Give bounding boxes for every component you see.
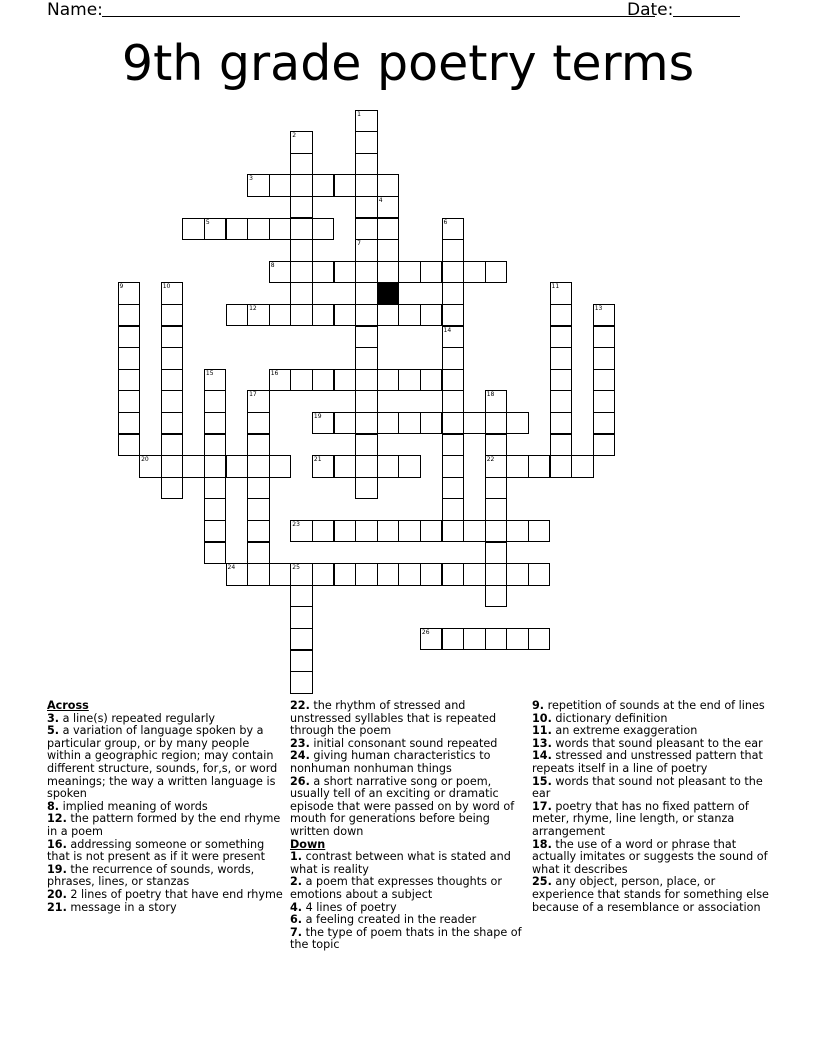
grid-cell[interactable]	[463, 563, 486, 586]
down-clue-number: 6.	[290, 913, 303, 927]
grid-cell[interactable]	[118, 326, 141, 349]
clue-number-13: 13	[594, 304, 603, 312]
grid-cell[interactable]	[269, 563, 292, 586]
clue-number-6: 6	[443, 218, 448, 226]
clue-number-2: 2	[292, 132, 297, 140]
grid-cell[interactable]	[290, 174, 313, 197]
grid-cell[interactable]	[290, 563, 313, 586]
down-clue-text: stressed and unstressed pattern that repeats itself in a line of poetry	[532, 749, 763, 775]
across-clue-text: the rhythm of stressed and unstressed syllables that is repeated through the poem	[290, 699, 497, 738]
grid-cell[interactable]	[269, 218, 292, 241]
down-clue-number: 1.	[290, 850, 303, 864]
grid-cell[interactable]	[118, 347, 141, 370]
page-title: 9th grade poetry terms	[121, 35, 695, 92]
grid-cell[interactable]	[161, 434, 184, 457]
grid-cell[interactable]	[485, 628, 508, 651]
grid-cell[interactable]	[442, 369, 465, 392]
clue-number-15: 15	[205, 369, 214, 377]
grid-cell[interactable]	[355, 326, 378, 349]
grid-cell[interactable]	[593, 326, 616, 349]
grid-cell[interactable]	[204, 520, 227, 543]
down-clue-text: a poem that expresses thoughts or emotions about a subject	[290, 875, 502, 901]
across-clue-number: 23.	[290, 736, 310, 750]
grid-cell[interactable]	[550, 369, 573, 392]
across-clue	[290, 776, 522, 839]
grid-cell[interactable]	[442, 347, 465, 370]
grid-cell[interactable]	[226, 563, 249, 586]
grid-cell[interactable]	[398, 304, 421, 327]
grid-cell[interactable]	[204, 477, 227, 500]
down-clue-text: the type of poem thats in the shape of the topic	[290, 925, 522, 952]
grid-cell[interactable]	[290, 239, 313, 262]
down-clue	[290, 851, 522, 876]
down-clue	[290, 876, 522, 901]
grid-cell[interactable]	[334, 261, 357, 284]
grid-cell[interactable]	[161, 326, 184, 349]
grid-cell[interactable]	[355, 434, 378, 457]
grid-cell[interactable]	[528, 455, 551, 478]
grid-cell[interactable]	[334, 304, 357, 327]
grid-cell[interactable]	[161, 412, 184, 435]
grid-cell[interactable]	[377, 174, 400, 197]
grid-cell[interactable]	[204, 390, 227, 413]
grid-cell[interactable]	[118, 282, 141, 305]
grid-cell[interactable]	[247, 563, 270, 586]
across-clue-number: 26.	[290, 774, 310, 788]
down-clue-text: an extreme exaggeration	[551, 724, 698, 738]
down-clue-number: 25.	[532, 875, 552, 889]
grid-cell[interactable]	[355, 304, 378, 327]
grid-cell[interactable]	[355, 369, 378, 392]
grid-cell[interactable]	[247, 218, 270, 241]
grid-cell[interactable]	[334, 412, 357, 435]
across-clue	[290, 750, 522, 775]
across-clue-number: 12.	[47, 812, 67, 826]
grid-cell[interactable]	[355, 412, 378, 435]
grid-cell[interactable]	[118, 434, 141, 457]
clue-number-22: 22	[486, 456, 495, 464]
grid-cell[interactable]	[593, 369, 616, 392]
down-clue-number: 4.	[290, 900, 303, 914]
grid-cell[interactable]	[226, 455, 249, 478]
clue-number-17: 17	[249, 391, 257, 399]
grid-cell[interactable]	[247, 434, 270, 457]
grid-cell[interactable]	[398, 369, 421, 392]
grid-cell[interactable]	[290, 261, 313, 284]
across-clue-number: 24.	[290, 749, 310, 763]
across-clue-text: a variation of language spoken by a particular group, or by many people within a geographic region; may contain different structure, sounds, for,s, or word meanings; the way a written language is spoken	[47, 724, 278, 801]
grid-cell[interactable]	[204, 218, 227, 241]
grid-cell[interactable]	[485, 520, 508, 543]
grid-cell[interactable]	[485, 261, 508, 284]
down-clue	[290, 927, 522, 952]
grid-cell[interactable]	[442, 282, 465, 305]
clue-number-11: 11	[551, 283, 560, 291]
grid-cell[interactable]	[334, 520, 357, 543]
grid-cell[interactable]	[593, 304, 616, 327]
grid-cell[interactable]	[506, 455, 529, 478]
grid-cell[interactable]	[312, 412, 335, 435]
grid-cell[interactable]	[377, 196, 400, 219]
grid-cell[interactable]	[269, 455, 292, 478]
grid-cell[interactable]	[355, 477, 378, 500]
grid-cell[interactable]	[290, 628, 313, 651]
grid-cell[interactable]	[334, 563, 357, 586]
down-clue	[532, 801, 772, 839]
down-clue-text: words that sound pleasant to the ear	[551, 736, 763, 750]
down-clue-text: words that sound not pleasant to the ear	[532, 774, 763, 801]
clue-number-7: 7	[357, 240, 361, 248]
grid-cell[interactable]	[290, 671, 313, 694]
grid-cell[interactable]	[247, 520, 270, 543]
grid-cell[interactable]	[550, 390, 573, 413]
grid-cell[interactable]	[550, 282, 573, 305]
clue-number-9: 9	[119, 283, 124, 291]
grid-cell[interactable]	[398, 455, 421, 478]
down-clue-number: 18.	[532, 837, 552, 851]
grid-cell[interactable]	[247, 390, 270, 413]
grid-cell[interactable]	[161, 455, 184, 478]
clue-number-26: 26	[421, 628, 430, 636]
grid-cell[interactable]	[377, 239, 400, 262]
grid-cell[interactable]	[334, 174, 357, 197]
across-clue-text: a line(s) repeated regularly	[59, 711, 216, 725]
clue-number-4: 4	[378, 196, 383, 204]
clue-number-19: 19	[313, 412, 322, 420]
down-heading: Down	[290, 837, 326, 851]
grid-cell[interactable]	[290, 585, 313, 608]
grid-cell[interactable]	[398, 261, 421, 284]
down-clue-number: 15.	[532, 774, 552, 788]
grid-cell[interactable]	[355, 218, 378, 241]
across-clue-text: a short narrative song or poem, usually tell of an exciting or dramatic episode that were passed on by word of mouth for generations before being written down	[290, 774, 515, 838]
down-clue-text: dictionary definition	[551, 711, 668, 725]
grid-cell[interactable]	[398, 412, 421, 435]
grid-cell[interactable]	[355, 153, 378, 176]
across-clue	[47, 839, 283, 864]
grid-cell[interactable]	[506, 412, 529, 435]
grid-cell[interactable]	[161, 304, 184, 327]
grid-cell[interactable]	[290, 369, 313, 392]
down-clue-number: 11.	[532, 724, 552, 738]
clue-number-25: 25	[292, 564, 300, 572]
down-clue-number: 9.	[532, 699, 545, 712]
grid-cell[interactable]	[485, 563, 508, 586]
grid-cell[interactable]	[334, 455, 357, 478]
grid-cell[interactable]	[355, 110, 378, 133]
clue-number-10: 10	[162, 283, 171, 291]
grid-cell[interactable]	[377, 304, 400, 327]
grid-cell[interactable]	[485, 542, 508, 565]
grid-cell[interactable]	[442, 326, 465, 349]
clue-number-20: 20	[141, 456, 149, 464]
grid-cell[interactable]	[355, 261, 378, 284]
grid-cell[interactable]	[485, 477, 508, 500]
grid-cell[interactable]	[161, 282, 184, 305]
grid-cell[interactable]	[485, 498, 508, 521]
clue-number-5: 5	[205, 218, 210, 226]
grid-cell[interactable]	[398, 520, 421, 543]
grid-cell[interactable]	[312, 369, 335, 392]
grid-cell[interactable]	[161, 390, 184, 413]
grid-cell[interactable]	[355, 520, 378, 543]
down-clue	[532, 839, 772, 877]
down-clue-text: a feeling created in the reader	[302, 913, 477, 927]
clue-number-23: 23	[292, 520, 300, 528]
grid-cell[interactable]	[377, 218, 400, 241]
grid-cell[interactable]	[442, 520, 465, 543]
grid-cell[interactable]	[442, 563, 465, 586]
grid-cell[interactable]	[204, 455, 227, 478]
down-clue-text: poetry that has no fixed pattern of meter, rhyme, line length, or stanza arrangement	[532, 799, 749, 838]
grid-cell[interactable]	[442, 628, 465, 651]
across-clue-text: message in a story	[66, 900, 177, 914]
grid-cell[interactable]	[204, 498, 227, 521]
across-heading: Across	[47, 699, 89, 712]
grid-cell[interactable]	[204, 434, 227, 457]
grid-cell[interactable]	[118, 412, 141, 435]
down-clue	[532, 750, 772, 775]
grid-cell[interactable]	[485, 390, 508, 413]
across-clue	[47, 725, 283, 801]
grid-cell[interactable]	[204, 369, 227, 392]
clue-number-16: 16	[270, 369, 279, 377]
grid-cell[interactable]	[290, 131, 313, 154]
across-clue	[47, 813, 283, 838]
down-clue-number: 10.	[532, 711, 552, 725]
grid-cell[interactable]	[442, 239, 465, 262]
grid-cell[interactable]	[312, 218, 335, 241]
down-clue-number: 17.	[532, 799, 552, 813]
down-clue-number: 14.	[532, 749, 552, 763]
grid-cell[interactable]	[420, 563, 443, 586]
across-clue-number: 3.	[47, 711, 60, 725]
across-clue	[47, 902, 283, 915]
grid-cell[interactable]	[506, 628, 529, 651]
grid-cell[interactable]	[593, 412, 616, 435]
grid-cell[interactable]	[247, 542, 270, 565]
grid-cell[interactable]	[269, 369, 292, 392]
down-clue-number: 2.	[290, 875, 303, 889]
grid-cell[interactable]	[377, 563, 400, 586]
down-clue-text: 4 lines of poetry	[302, 900, 397, 914]
grid-cell[interactable]	[118, 369, 141, 392]
grid-cell[interactable]	[355, 239, 378, 262]
black-cell	[377, 282, 400, 305]
grid-cell[interactable]	[550, 412, 573, 435]
across-clue	[47, 864, 283, 889]
grid-cell[interactable]	[377, 455, 400, 478]
across-clue-number: 19.	[47, 862, 67, 876]
grid-cell[interactable]	[485, 455, 508, 478]
grid-cell[interactable]	[442, 261, 465, 284]
grid-cell[interactable]	[204, 542, 227, 565]
grid-cell[interactable]	[290, 606, 313, 629]
across-clue-number: 16.	[47, 837, 67, 851]
grid-cell[interactable]	[247, 455, 270, 478]
grid-cell[interactable]	[226, 218, 249, 241]
grid-cell[interactable]	[355, 390, 378, 413]
grid-cell[interactable]	[355, 347, 378, 370]
down-clue-number: 7.	[290, 925, 303, 939]
grid-cell[interactable]	[420, 304, 443, 327]
grid-cell[interactable]	[290, 650, 313, 673]
grid-cell[interactable]	[247, 304, 270, 327]
grid-cell[interactable]	[463, 261, 486, 284]
grid-cell[interactable]	[593, 390, 616, 413]
grid-cell[interactable]	[290, 520, 313, 543]
grid-cell[interactable]	[442, 477, 465, 500]
grid-cell[interactable]	[312, 520, 335, 543]
grid-cell[interactable]	[377, 520, 400, 543]
grid-cell[interactable]	[247, 412, 270, 435]
clue-number-18: 18	[486, 391, 495, 399]
grid-cell[interactable]	[550, 434, 573, 457]
clue-number-1: 1	[357, 110, 361, 118]
grid-cell[interactable]	[269, 261, 292, 284]
across-clue-number: 8.	[47, 799, 60, 813]
grid-cell[interactable]	[377, 369, 400, 392]
grid-cell[interactable]	[550, 455, 573, 478]
grid-cell[interactable]	[312, 563, 335, 586]
clues-column-3	[532, 700, 772, 914]
down-clue-text: the use of a word or phrase that actually imitates or suggests the sound of what it describes	[532, 837, 768, 876]
grid-cell[interactable]	[118, 304, 141, 327]
across-clue-number: 21.	[47, 900, 67, 914]
grid-cell[interactable]	[290, 196, 313, 219]
grid-cell[interactable]	[463, 412, 486, 435]
across-clue-text: 2 lines of poetry that have end rhyme	[66, 887, 283, 901]
across-clue-text: the pattern formed by the end rhyme in a poem	[47, 812, 281, 838]
grid-cell[interactable]	[290, 282, 313, 305]
grid-cell[interactable]	[528, 520, 551, 543]
grid-cell[interactable]	[442, 455, 465, 478]
grid-cell[interactable]	[312, 304, 335, 327]
grid-cell[interactable]	[398, 563, 421, 586]
grid-cell[interactable]	[139, 455, 162, 478]
across-clue-text: the recurrence of sounds, words, phrases, lines, or stanzas	[47, 862, 255, 889]
down-clue	[532, 876, 772, 914]
grid-cell[interactable]	[550, 347, 573, 370]
grid-cell[interactable]	[528, 628, 551, 651]
across-clue-text: implied meaning of words	[59, 799, 208, 813]
grid-cell[interactable]	[312, 174, 335, 197]
grid-cell[interactable]	[269, 304, 292, 327]
grid-cell[interactable]	[355, 174, 378, 197]
clues-column-1	[47, 700, 283, 914]
grid-cell[interactable]	[442, 412, 465, 435]
grid-cell[interactable]	[269, 174, 292, 197]
across-clue-text: initial consonant sound repeated	[309, 736, 498, 750]
grid-cell[interactable]	[442, 390, 465, 413]
across-clue-number: 22.	[290, 699, 310, 712]
grid-cell[interactable]	[420, 520, 443, 543]
grid-cell[interactable]	[593, 434, 616, 457]
grid-cell[interactable]	[506, 520, 529, 543]
clue-number-21: 21	[313, 456, 322, 464]
grid-cell[interactable]	[355, 282, 378, 305]
grid-cell[interactable]	[377, 261, 400, 284]
clues-column-2	[290, 700, 522, 952]
grid-cell[interactable]	[420, 628, 443, 651]
grid-cell[interactable]	[247, 477, 270, 500]
grid-cell[interactable]	[442, 498, 465, 521]
grid-cell[interactable]	[355, 563, 378, 586]
grid-cell[interactable]	[528, 563, 551, 586]
grid-cell[interactable]	[442, 218, 465, 241]
down-clue-text: contrast between what is stated and what is reality	[290, 850, 511, 876]
grid-cell[interactable]	[506, 563, 529, 586]
grid-cell[interactable]	[550, 304, 573, 327]
clue-number-8: 8	[270, 261, 275, 269]
grid-cell[interactable]	[571, 455, 594, 478]
grid-cell[interactable]	[442, 304, 465, 327]
name-label: Name:	[47, 0, 103, 20]
grid-cell[interactable]	[463, 520, 486, 543]
grid-cell[interactable]	[204, 412, 227, 435]
clue-number-12: 12	[249, 304, 257, 312]
grid-cell[interactable]	[247, 498, 270, 521]
down-clue-number: 13.	[532, 736, 552, 750]
grid-cell[interactable]	[161, 347, 184, 370]
clue-number-24: 24	[227, 564, 236, 572]
grid-cell[interactable]	[334, 369, 357, 392]
grid-cell[interactable]	[442, 434, 465, 457]
grid-cell[interactable]	[182, 218, 205, 241]
date-label: Date:	[627, 0, 674, 20]
down-clue	[532, 776, 772, 801]
grid-cell[interactable]	[290, 218, 313, 241]
grid-cell[interactable]	[290, 304, 313, 327]
grid-cell[interactable]	[485, 585, 508, 608]
grid-cell[interactable]	[550, 326, 573, 349]
grid-cell[interactable]	[485, 412, 508, 435]
across-clue-text: addressing someone or something that is not present as if it were present	[47, 837, 265, 864]
clue-number-14: 14	[443, 326, 452, 334]
grid-cell[interactable]	[226, 304, 249, 327]
grid-cell[interactable]	[355, 131, 378, 154]
down-clue-text: repetition of sounds at the end of lines	[544, 699, 765, 712]
clue-number-3: 3	[249, 175, 253, 183]
across-clue-text: giving human characteristics to nonhuman nonhuman things	[290, 749, 491, 775]
grid-cell[interactable]	[485, 434, 508, 457]
grid-cell[interactable]	[377, 412, 400, 435]
grid-cell[interactable]	[161, 369, 184, 392]
grid-cell[interactable]	[118, 390, 141, 413]
grid-cell[interactable]	[593, 347, 616, 370]
grid-cell[interactable]	[355, 196, 378, 219]
grid-cell[interactable]	[312, 455, 335, 478]
grid-cell[interactable]	[312, 261, 335, 284]
grid-cell[interactable]	[463, 628, 486, 651]
down-clue-text: any object, person, place, or experience that stands for something else because of a resemblance or association	[532, 875, 769, 914]
across-clue	[290, 700, 522, 738]
grid-cell[interactable]	[161, 477, 184, 500]
grid-cell[interactable]	[182, 455, 205, 478]
grid-cell[interactable]	[420, 369, 443, 392]
across-clue-number: 5.	[47, 724, 60, 738]
grid-cell[interactable]	[355, 455, 378, 478]
grid-cell[interactable]	[420, 412, 443, 435]
grid-cell[interactable]	[290, 153, 313, 176]
across-clue-number: 20.	[47, 887, 67, 901]
grid-cell[interactable]	[247, 174, 270, 197]
grid-cell[interactable]	[420, 261, 443, 284]
